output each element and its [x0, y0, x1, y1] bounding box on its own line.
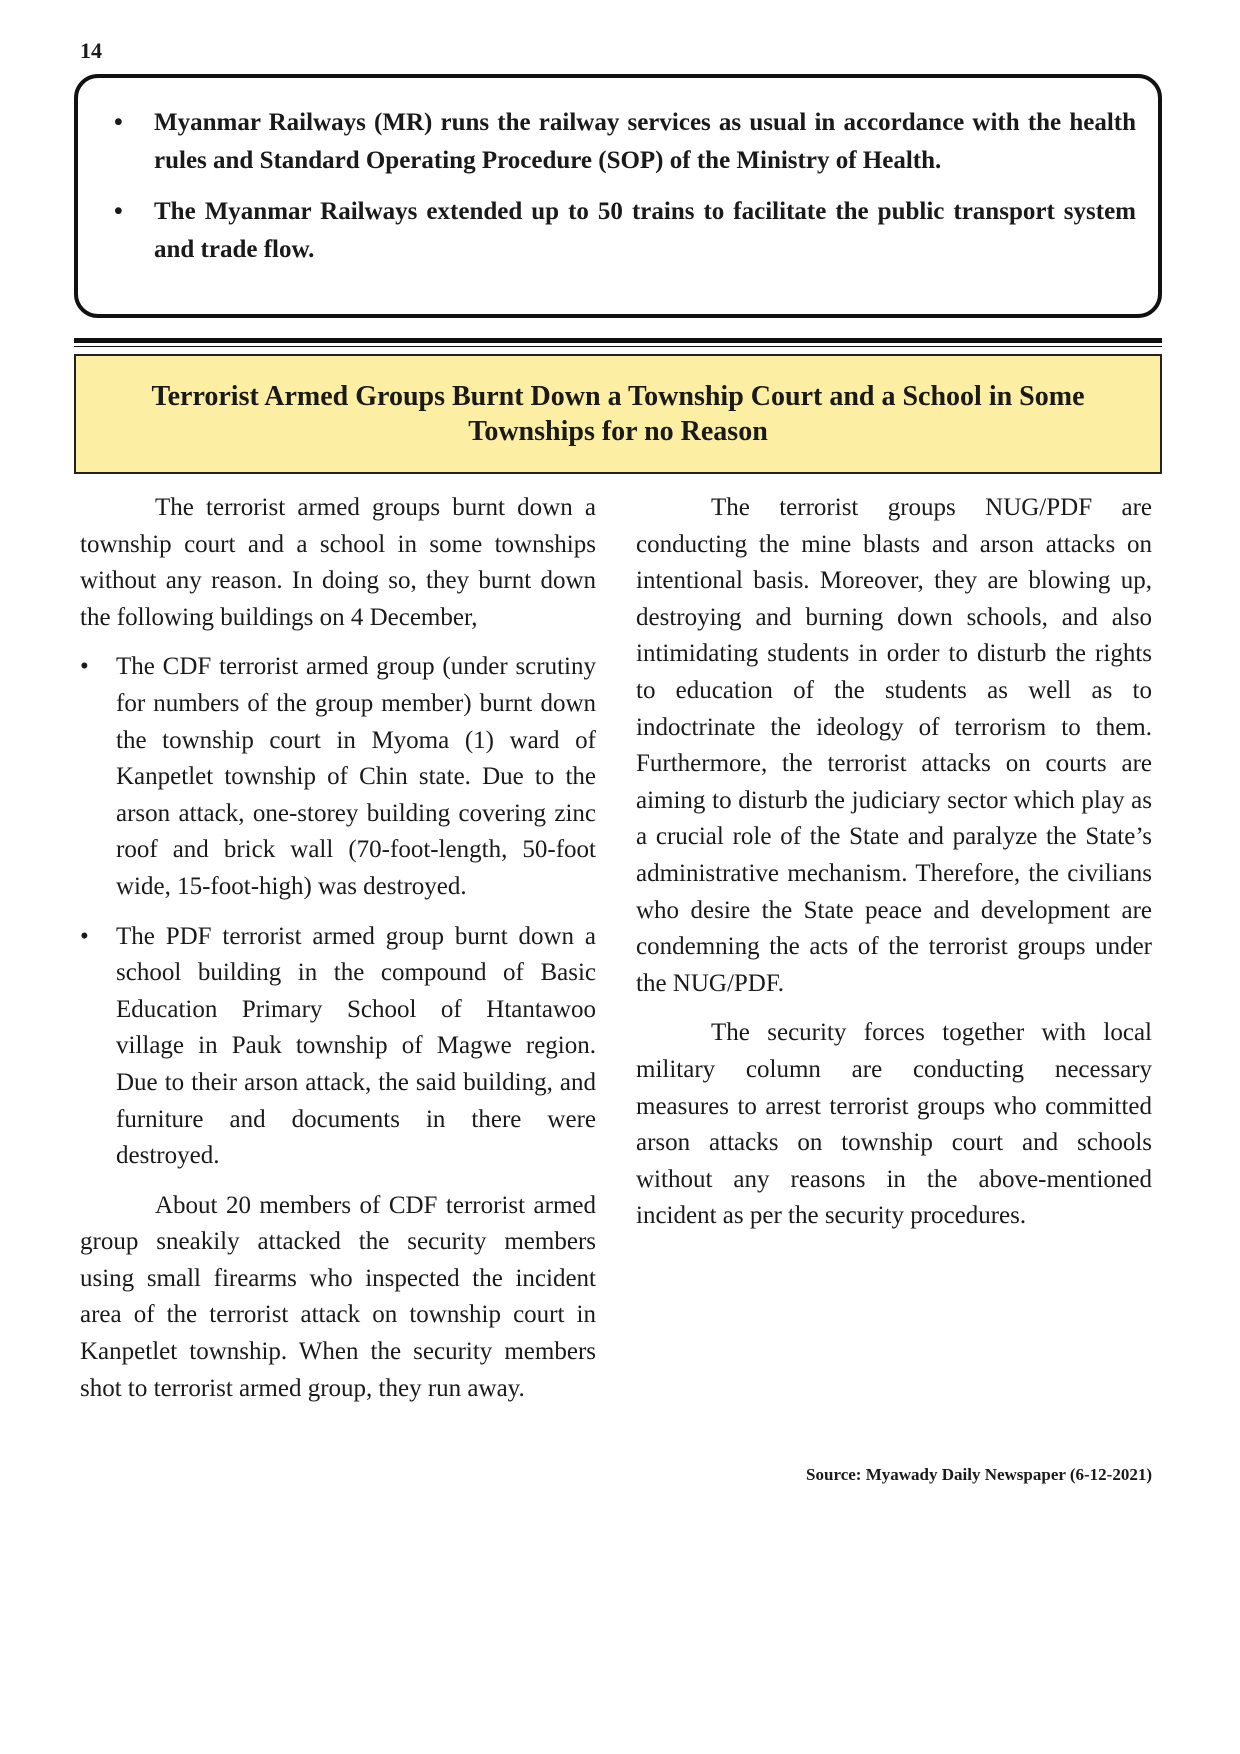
closing-paragraph: About 20 members of CDF terrorist armed group sneakily attacked the security members using small firearms who inspected the incident area of the terrorist attack on township court in Kanpetlet township. When the security members shot to terrorist armed group, they run away.	[80, 1191, 596, 1402]
highlight-text: The Myanmar Railways extended up to 50 trains to facilitate the public transport system and trade flow.	[154, 198, 1136, 263]
bullet-icon: •	[114, 109, 123, 136]
highlight-item	[98, 104, 1136, 180]
article-title-box	[74, 354, 1162, 474]
highlights-box	[74, 74, 1162, 318]
incident-list	[80, 649, 596, 1174]
highlight-text: Myanmar Railways (MR) runs the railway services as usual in accordance with the health rules and Standard Operating Procedure (SOP) of the Ministry of Health.	[154, 109, 1136, 174]
bullet-icon: •	[80, 922, 89, 950]
page-number: 14	[80, 38, 102, 63]
body-paragraph: The terrorist groups NUG/PDF are conducting the mine blasts and arson attacks on intentional basis. Moreover, they are blowing up, destroying and burning down schools, and also intimidating students in order to disturb the rights to education of the students as well as to indoctrinate the ideology of terrorism to them. Furthermore, the terrorist attacks on courts are aiming to disturb the judiciary sector which play as a crucial role of the State and paralyze the State’s administrative mechanism. Therefore, the civilians who desire the State peace and development are condemning the acts of the terrorist groups under the NUG/PDF.	[636, 494, 1152, 997]
body-paragraph: The security forces together with local military column are conducting necessary measures to arrest terrorist groups who committed arson attacks on township court and schools without any reasons in the above-mentioned incident as per the security procedures.	[636, 1019, 1152, 1230]
divider-thin	[74, 346, 1162, 347]
incident-item	[80, 919, 596, 1175]
incident-item	[80, 649, 596, 905]
incident-text: The CDF terrorist armed group (under scrutiny for numbers of the group member) burnt down the township court in Myoma (1) ward of Kanpetlet township of Chin state. Due to the arson attack, one-storey building covering zinc roof and brick wall (70-foot-length, 50-foot wide, 15-foot-high) was destroyed.	[116, 653, 596, 900]
divider-thick	[74, 338, 1162, 343]
bullet-icon: •	[114, 198, 123, 225]
article-left-column	[80, 490, 596, 1420]
incident-text: The PDF terrorist armed group burnt down a school building in the compound of Basic Education Primary School of Htantawoo village in Pauk township of Magwe region. Due to their arson attack, the said building, and furniture and documents in there were destroyed.	[116, 922, 596, 1170]
source-credit: Source: Myawady Daily Newspaper (6-12-2021)	[806, 1465, 1152, 1484]
article-right-column	[636, 490, 1152, 1248]
highlights-list	[98, 104, 1136, 269]
intro-paragraph: The terrorist armed groups burnt down a township court and a school in some townships without any reason. In doing so, they burnt down the following buildings on 4 December,	[80, 494, 596, 631]
highlight-item	[98, 193, 1136, 269]
article-title: Terrorist Armed Groups Burnt Down a Township Court and a School in Some Townships for no Reason	[151, 381, 1085, 447]
bullet-icon: •	[80, 653, 89, 681]
